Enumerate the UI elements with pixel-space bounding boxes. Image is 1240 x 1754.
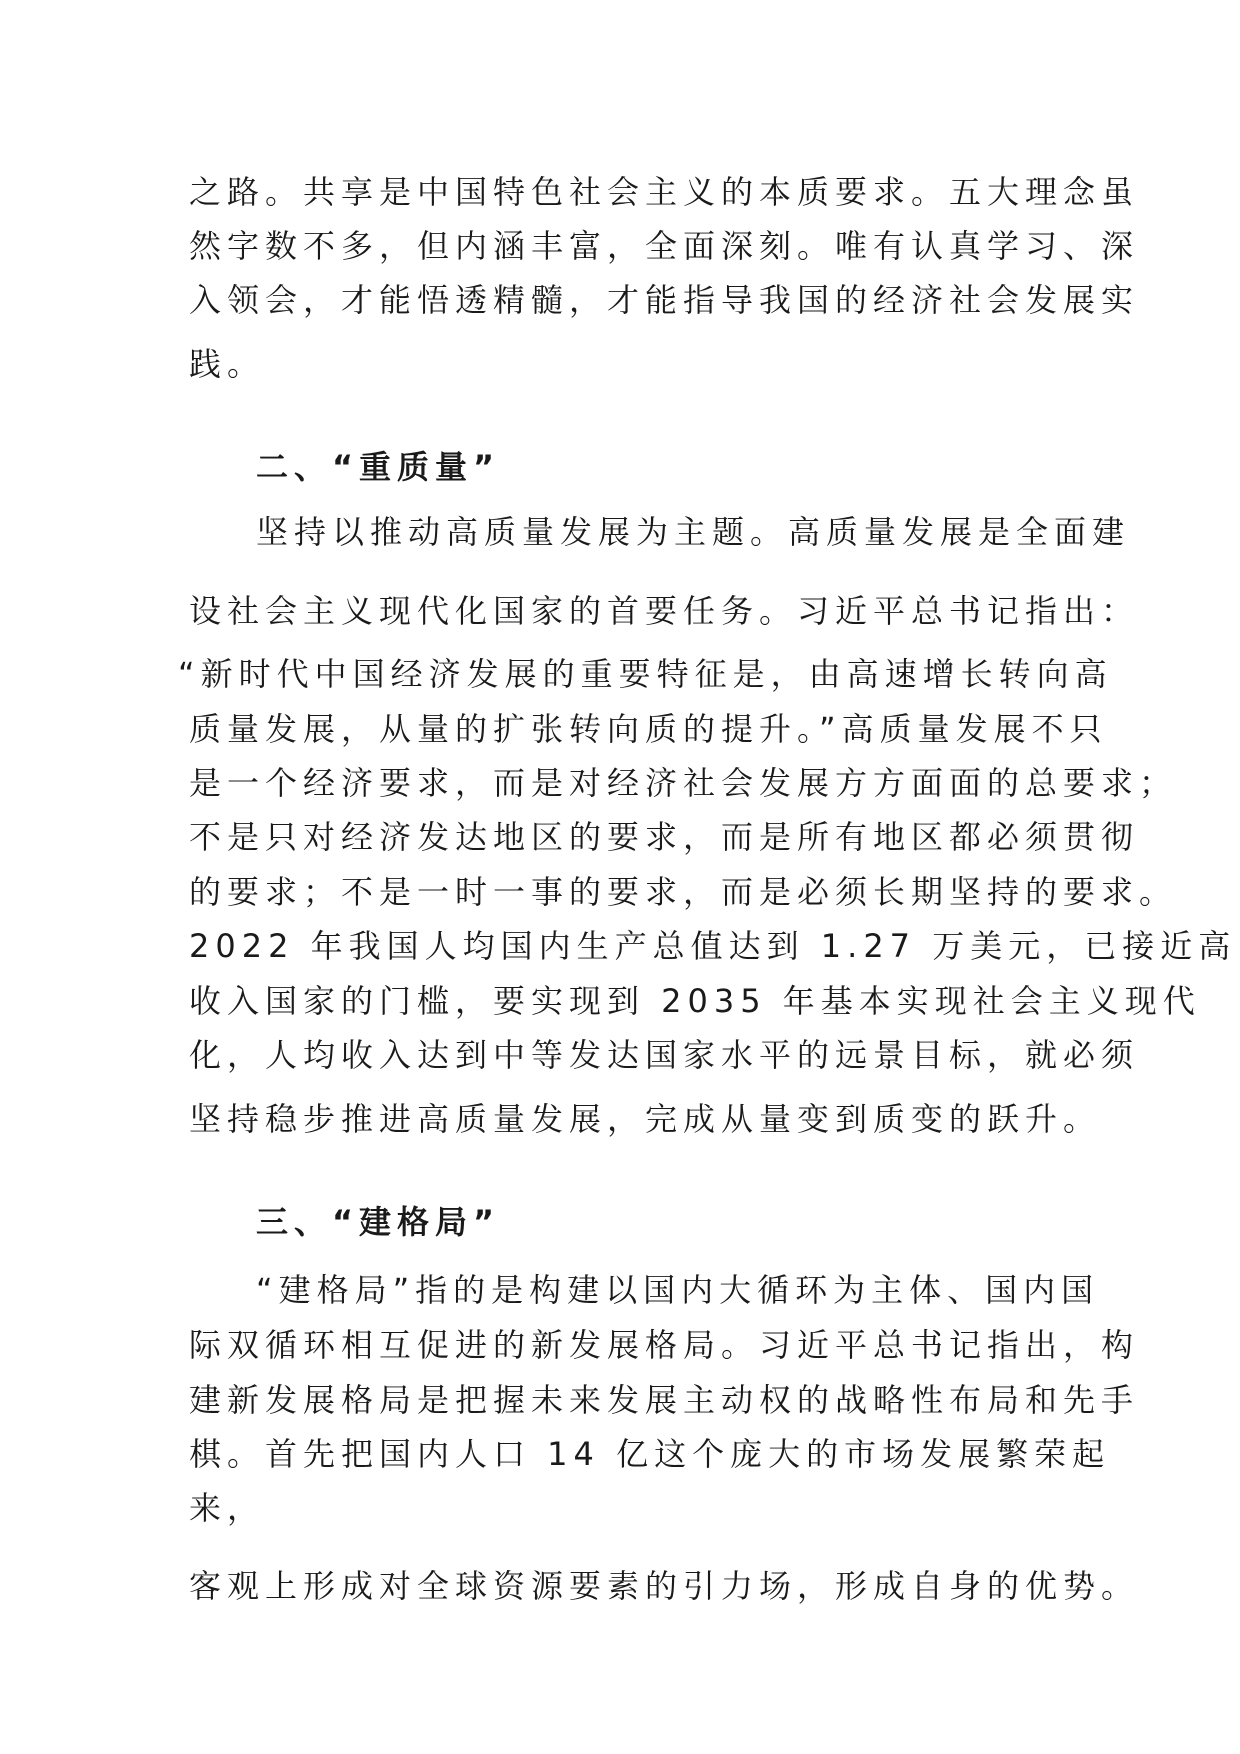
paragraph-line: 建新发展格局是把握未来发展主动权的战略性布局和先手 — [189, 1381, 1140, 1419]
paragraph-line: 然字数不多，但内涵丰富，全面深刻。唯有认真学习、深 — [189, 227, 1140, 265]
paragraph-line: 化，人均收入达到中等发达国家水平的远景目标，就必须 — [189, 1036, 1140, 1074]
paragraph-line: 入领会，才能悟透精髓，才能指导我国的经济社会发展实 — [189, 281, 1140, 319]
paragraph-line: 来， — [189, 1489, 266, 1527]
section-heading: 二、“重质量” — [256, 448, 501, 486]
paragraph-line: 的要求；不是一时一事的要求，而是必须长期坚持的要求。 — [189, 873, 1178, 911]
paragraph-line: “新时代中国经济发展的重要特征是，由高速增长转向高 — [178, 655, 1113, 693]
paragraph-line: 棋。首先把国内人口 14 亿这个庞大的市场发展繁荣起 — [189, 1435, 1111, 1473]
paragraph-line: 不是只对经济发达地区的要求，而是所有地区都必须贯彻 — [189, 818, 1140, 856]
paragraph-line: 2022 年我国人均国内生产总值达到 1.27 万美元，已接近高 — [189, 927, 1237, 965]
paragraph-line: 质量发展，从量的扩张转向质的提升。”高质量发展不只 — [189, 710, 1108, 748]
paragraph-line: “建格局”指的是构建以国内大循环为主体、国内国 — [256, 1271, 1100, 1309]
paragraph-line: 收入国家的门槛，要实现到 2035 年基本实现社会主义现代 — [189, 982, 1201, 1020]
paragraph-line: 践。 — [189, 345, 266, 383]
section-heading: 三、“建格局” — [256, 1203, 501, 1241]
paragraph-line: 际双循环相互促进的新发展格局。习近平总书记指出，构 — [189, 1326, 1140, 1364]
paragraph-line: 设社会主义现代化国家的首要任务。习近平总书记指出： — [189, 592, 1140, 630]
paragraph-line: 坚持以推动高质量发展为主题。高质量发展是全面建 — [256, 513, 1131, 551]
paragraph-line: 之路。共享是中国特色社会主义的本质要求。五大理念虽 — [189, 173, 1140, 211]
paragraph-line: 坚持稳步推进高质量发展，完成从量变到质变的跃升。 — [189, 1100, 1102, 1138]
paragraph-line: 是一个经济要求，而是对经济社会发展方方面面的总要求； — [189, 764, 1178, 802]
paragraph-line: 客观上形成对全球资源要素的引力场，形成自身的优势。 — [189, 1567, 1140, 1605]
